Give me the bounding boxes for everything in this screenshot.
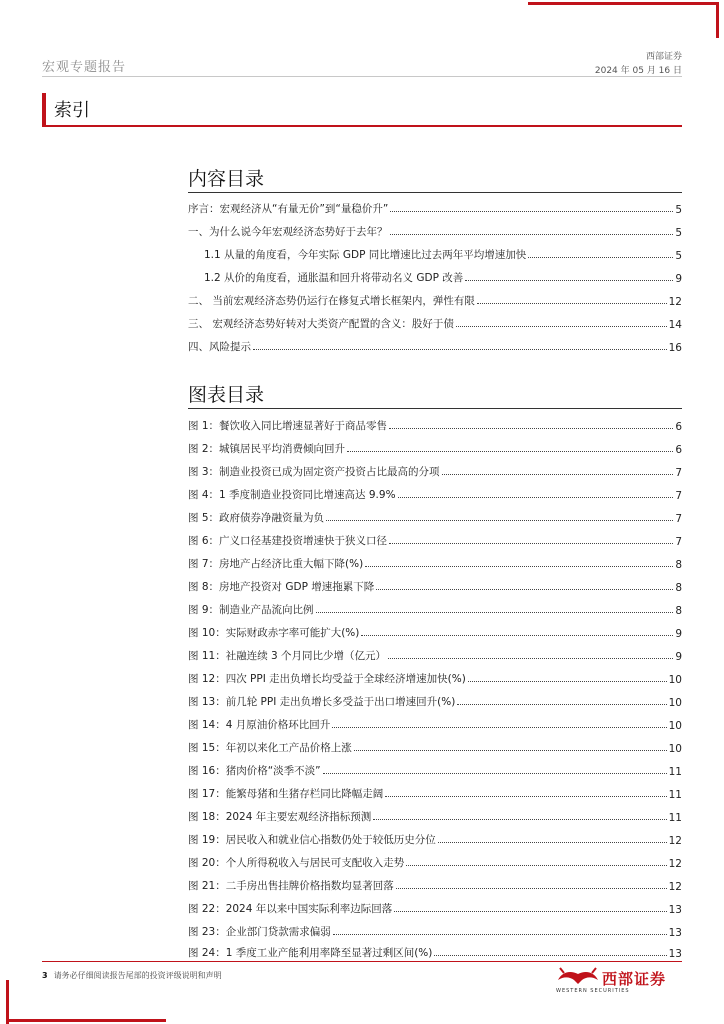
figure-item-label: 图 14：4 月原油价格环比回升 <box>188 719 331 731</box>
figure-item-page: 7 <box>675 513 682 525</box>
leader-dots <box>347 451 673 452</box>
leader-dots <box>434 955 666 956</box>
figure-item-page: 7 <box>675 467 682 479</box>
figure-item[interactable] <box>188 530 682 548</box>
figure-item-label: 图 21：二手房出售挂牌价格指数均显著回落 <box>188 880 394 892</box>
figure-item-label: 图 24：1 季度工业产能利用率降至显著过剩区间(%) <box>188 947 433 959</box>
toc-item-page: 5 <box>675 250 682 262</box>
figure-item-label: 图 6：广义口径基建投资增速快于狭义口径 <box>188 535 388 547</box>
toc-item-label: 一、为什么说今年宏观经济态势好于去年？ <box>188 226 388 238</box>
figure-item[interactable] <box>188 668 682 686</box>
figure-item-page: 11 <box>668 789 682 801</box>
figure-item[interactable] <box>188 438 682 456</box>
figures-divider <box>188 408 682 409</box>
leader-dots <box>398 497 674 498</box>
leader-dots <box>323 773 667 774</box>
figure-item[interactable] <box>188 599 682 617</box>
figure-item-label: 图 22：2024 年以来中国实际利率边际回落 <box>188 903 393 915</box>
figure-item[interactable] <box>188 875 682 893</box>
toc-divider <box>188 192 682 193</box>
toc-item-label: 序言：宏观经济从“有量无价”到“量稳价升” <box>188 203 389 215</box>
leader-dots <box>438 842 667 843</box>
toc-item-label: 四、风险提示 <box>188 341 251 353</box>
corner-decoration-top <box>528 2 718 5</box>
figure-item-page: 11 <box>668 812 682 824</box>
leader-dots <box>390 234 674 235</box>
logo-text: 西部证券 <box>602 970 667 988</box>
figure-item[interactable] <box>188 852 682 870</box>
figure-item-label: 图 4：1 季度制造业投资同比增速高达 9.9% <box>188 489 396 501</box>
figure-item-label: 图 8：房地产投资对 GDP 增速拖累下降 <box>188 581 375 593</box>
figure-item-label: 图 16：猪肉价格“淡季不淡” <box>188 765 321 777</box>
toc-item-label: 1.1 从量的角度看，今年实际 GDP 同比增速比过去两年平均增速加快 <box>204 249 527 261</box>
toc-item-label: 1.2 从价的角度看，通胀温和回升将带动名义 GDP 改善 <box>204 272 464 284</box>
header-divider <box>42 76 682 77</box>
figure-item-page: 9 <box>675 628 682 640</box>
figure-item-page: 11 <box>668 766 682 778</box>
toc-item-page: 14 <box>668 319 682 331</box>
section-marker <box>42 93 46 127</box>
figure-item-label: 图 5：政府债券净融资量为负 <box>188 512 325 524</box>
leader-dots <box>456 326 667 327</box>
figure-item[interactable] <box>188 484 682 502</box>
figure-item[interactable] <box>188 576 682 594</box>
figure-item-label: 图 3：制造业投资已成为固定资产投资占比最高的分项 <box>188 466 440 478</box>
report-date: 2024 年 05 月 16 日 <box>594 66 682 76</box>
figure-item-page: 10 <box>668 674 682 686</box>
figure-item-label: 图 19：居民收入和就业信心指数仍处于较低历史分位 <box>188 834 436 846</box>
figure-item-label: 图 1：餐饮收入同比增速显著好于商品零售 <box>188 420 388 432</box>
toc-item[interactable] <box>188 336 682 354</box>
figure-item[interactable] <box>188 553 682 571</box>
footer-disclaimer: 请务必仔细阅读报告尾部的投资评级说明和声明 <box>53 971 222 980</box>
leader-dots <box>385 796 666 797</box>
leader-dots <box>390 211 673 212</box>
footer-disclaimer-line <box>42 970 222 981</box>
toc-item-page: 5 <box>675 204 682 216</box>
leader-dots <box>468 681 667 682</box>
leader-dots <box>373 819 666 820</box>
leader-dots <box>406 865 666 866</box>
figure-item-page: 12 <box>668 858 682 870</box>
figure-item-page: 7 <box>675 490 682 502</box>
company-name: 西部证券 <box>645 52 682 62</box>
figure-item-label: 图 10：实际财政赤字率可能扩大(%) <box>188 627 360 639</box>
leader-dots <box>376 589 673 590</box>
figures-title: 图表目录 <box>188 384 265 406</box>
leader-dots <box>316 612 674 613</box>
figure-item[interactable] <box>188 622 682 640</box>
toc-item[interactable] <box>188 198 682 216</box>
header-meta <box>595 50 682 78</box>
leader-dots <box>354 750 667 751</box>
figure-item[interactable] <box>188 507 682 525</box>
corner-decoration-bottom <box>6 1019 166 1022</box>
figure-item-page: 10 <box>668 743 682 755</box>
figure-item-page: 12 <box>668 835 682 847</box>
figure-item-page: 9 <box>675 651 682 663</box>
leader-dots <box>326 520 673 521</box>
figure-item-page: 10 <box>668 720 682 732</box>
leader-dots <box>388 658 673 659</box>
figure-item-label: 图 11：社融连续 3 个月同比少增（亿元） <box>188 650 387 662</box>
leader-dots <box>442 474 674 475</box>
leader-dots <box>465 280 673 281</box>
figure-item[interactable] <box>188 714 682 732</box>
bull-logo-icon <box>556 966 600 986</box>
logo-subtext: WESTERN SECURITIES <box>556 988 630 994</box>
figure-item[interactable] <box>188 783 682 801</box>
figure-item-label: 图 12：四次 PPI 走出负增长均受益于全球经济增速加快(%) <box>188 673 466 685</box>
figure-item[interactable] <box>188 898 682 916</box>
figure-item[interactable] <box>188 461 682 479</box>
toc-item-page: 12 <box>668 296 682 308</box>
figure-item[interactable] <box>188 415 682 433</box>
toc-item-page: 5 <box>675 227 682 239</box>
leader-dots <box>333 934 667 935</box>
toc-item[interactable] <box>188 313 682 331</box>
toc-subitem[interactable] <box>204 267 682 285</box>
toc-item-page: 16 <box>668 342 682 354</box>
figure-item-page: 13 <box>668 948 682 960</box>
figure-item-page: 8 <box>675 559 682 571</box>
figure-item[interactable] <box>188 806 682 824</box>
figure-item-page: 13 <box>668 904 682 916</box>
section-underline <box>42 125 682 127</box>
leader-dots <box>389 428 673 429</box>
footer-divider <box>42 961 682 962</box>
figure-item-label: 图 9：制造业产品流向比例 <box>188 604 314 616</box>
figure-item-label: 图 13：前几轮 PPI 走出负增长多受益于出口增速回升(%) <box>188 696 456 708</box>
leader-dots <box>389 543 673 544</box>
toc-item-label: 二、 当前宏观经济态势仍运行在修复式增长框架内，弹性有限 <box>188 295 475 307</box>
figure-item-page: 6 <box>675 444 682 456</box>
figure-item[interactable] <box>188 691 682 709</box>
figure-item-page: 12 <box>668 881 682 893</box>
figure-item-label: 图 7：房地产占经济比重大幅下降(%) <box>188 558 364 570</box>
toc-item[interactable] <box>188 290 682 308</box>
toc-item-label: 三、 宏观经济态势好转对大类资产配置的含义：股好于债 <box>188 318 454 330</box>
leader-dots <box>253 349 667 350</box>
figure-item-label: 图 17：能繁母猪和生猪存栏同比降幅走阔 <box>188 788 384 800</box>
leader-dots <box>477 303 667 304</box>
figure-item-label: 图 20：个人所得税收入与居民可支配收入走势 <box>188 857 405 869</box>
figure-item-label: 图 18：2024 年主要宏观经济指标预测 <box>188 811 372 823</box>
figure-item-page: 13 <box>668 927 682 939</box>
toc-title: 内容目录 <box>188 168 265 190</box>
leader-dots <box>457 704 666 705</box>
figure-item[interactable] <box>188 760 682 778</box>
leader-dots <box>394 911 666 912</box>
figure-item[interactable] <box>188 645 682 663</box>
leader-dots <box>528 257 673 258</box>
figure-item[interactable] <box>188 942 682 960</box>
leader-dots <box>361 635 673 636</box>
figure-item-page: 10 <box>668 697 682 709</box>
figure-item[interactable] <box>188 921 682 939</box>
figure-item-page: 8 <box>675 582 682 594</box>
figure-item-label: 图 15：年初以来化工产品价格上涨 <box>188 742 352 754</box>
report-type: 宏观专题报告 <box>42 60 127 75</box>
figure-item-page: 7 <box>675 536 682 548</box>
section-title: 索引 <box>54 100 90 121</box>
figure-item-page: 8 <box>675 605 682 617</box>
toc-item-page: 9 <box>675 273 682 285</box>
toc-item[interactable] <box>188 221 682 239</box>
figure-item-page: 6 <box>675 421 682 433</box>
figure-item[interactable] <box>188 737 682 755</box>
toc-subitem[interactable] <box>204 244 682 262</box>
corner-decoration-bottom-vertical <box>6 980 9 1024</box>
figure-item-label: 图 23：企业部门贷款需求偏弱 <box>188 926 331 938</box>
corner-decoration-top-vertical <box>716 2 719 38</box>
page-number: 3 <box>42 971 48 980</box>
figure-item[interactable] <box>188 829 682 847</box>
leader-dots <box>396 888 667 889</box>
figure-item-label: 图 2：城镇居民平均消费倾向回升 <box>188 443 346 455</box>
leader-dots <box>332 727 666 728</box>
leader-dots <box>365 566 673 567</box>
